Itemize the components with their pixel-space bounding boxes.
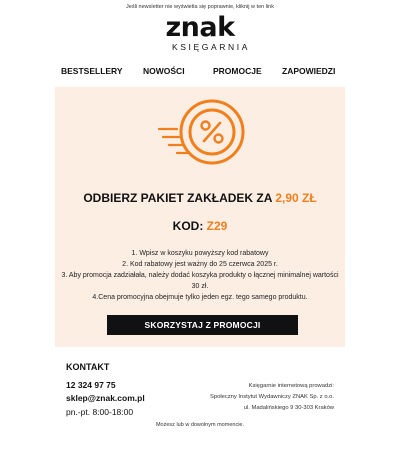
main-nav <box>55 66 345 78</box>
company-line: Księgarnie internetową prowadzi: <box>248 383 334 389</box>
promo-rule: 4.Cena promocyjna obejmuje tylko jeden egz. tego samego produktu. <box>92 294 308 301</box>
logo-subtitle: KSIĘGARNIA <box>172 42 250 52</box>
promo-title-text: ODBIERZ PAKIET ZAKŁADEK ZA <box>83 191 276 205</box>
brand-logo[interactable] <box>0 14 400 52</box>
promo-code-label: KOD: <box>172 219 207 233</box>
nav-item-promocje[interactable]: PROMOCJE <box>213 66 262 76</box>
contact-heading: KONTAKT <box>66 362 110 372</box>
promo-code-value: Z29 <box>206 219 228 233</box>
promo-price: 2,90 ZŁ <box>275 191 317 205</box>
promo-rule: 2. Kod rabatowy jest ważny do 25 czerwca 2025 r. <box>122 261 278 268</box>
promo-rule: 3. Aby promocja zadziałała, należy dodać koszyka produkty o łącznej minimalnej wartości 30 zł. <box>61 272 339 290</box>
contact-email[interactable]: sklep@znak.com.pl <box>66 393 145 403</box>
percent-badge-icon <box>157 99 247 169</box>
nav-item-nowosci[interactable]: NOWOŚCI <box>143 66 185 76</box>
use-promotion-button[interactable]: SKORZYSTAJ Z PROMOCJI <box>107 315 298 335</box>
contact-hours: pn.-pt. 8:00-18:00 <box>66 407 134 417</box>
logo-wordmark: znak <box>165 12 235 43</box>
promo-panel <box>55 87 345 347</box>
promo-title <box>0 191 400 205</box>
contact-phone[interactable]: 12 324 97 75 <box>66 380 116 390</box>
unsubscribe-note[interactable]: Możesz lub w dowolnym momencie. <box>155 422 245 428</box>
nav-item-bestsellery[interactable]: BESTSELLERY <box>61 66 123 76</box>
company-address: ul. Madalińskiego 9 30-303 Kraków <box>243 405 334 411</box>
promo-rules <box>60 248 340 303</box>
nav-item-zapowiedzi[interactable]: ZAPOWIEDZI <box>282 66 336 76</box>
preheader-text[interactable]: Jeśli newsletter nie wyświetla się poprawnie, kliknij w ten link <box>126 4 274 10</box>
promo-code-line <box>0 219 400 233</box>
company-name: Społeczny Instytut Wydawniczy ZNAK Sp. z o.o. <box>210 394 334 400</box>
promo-rule: 1. Wpisz w koszyku powyższy kod rabatowy <box>131 250 269 257</box>
company-info <box>194 381 334 414</box>
